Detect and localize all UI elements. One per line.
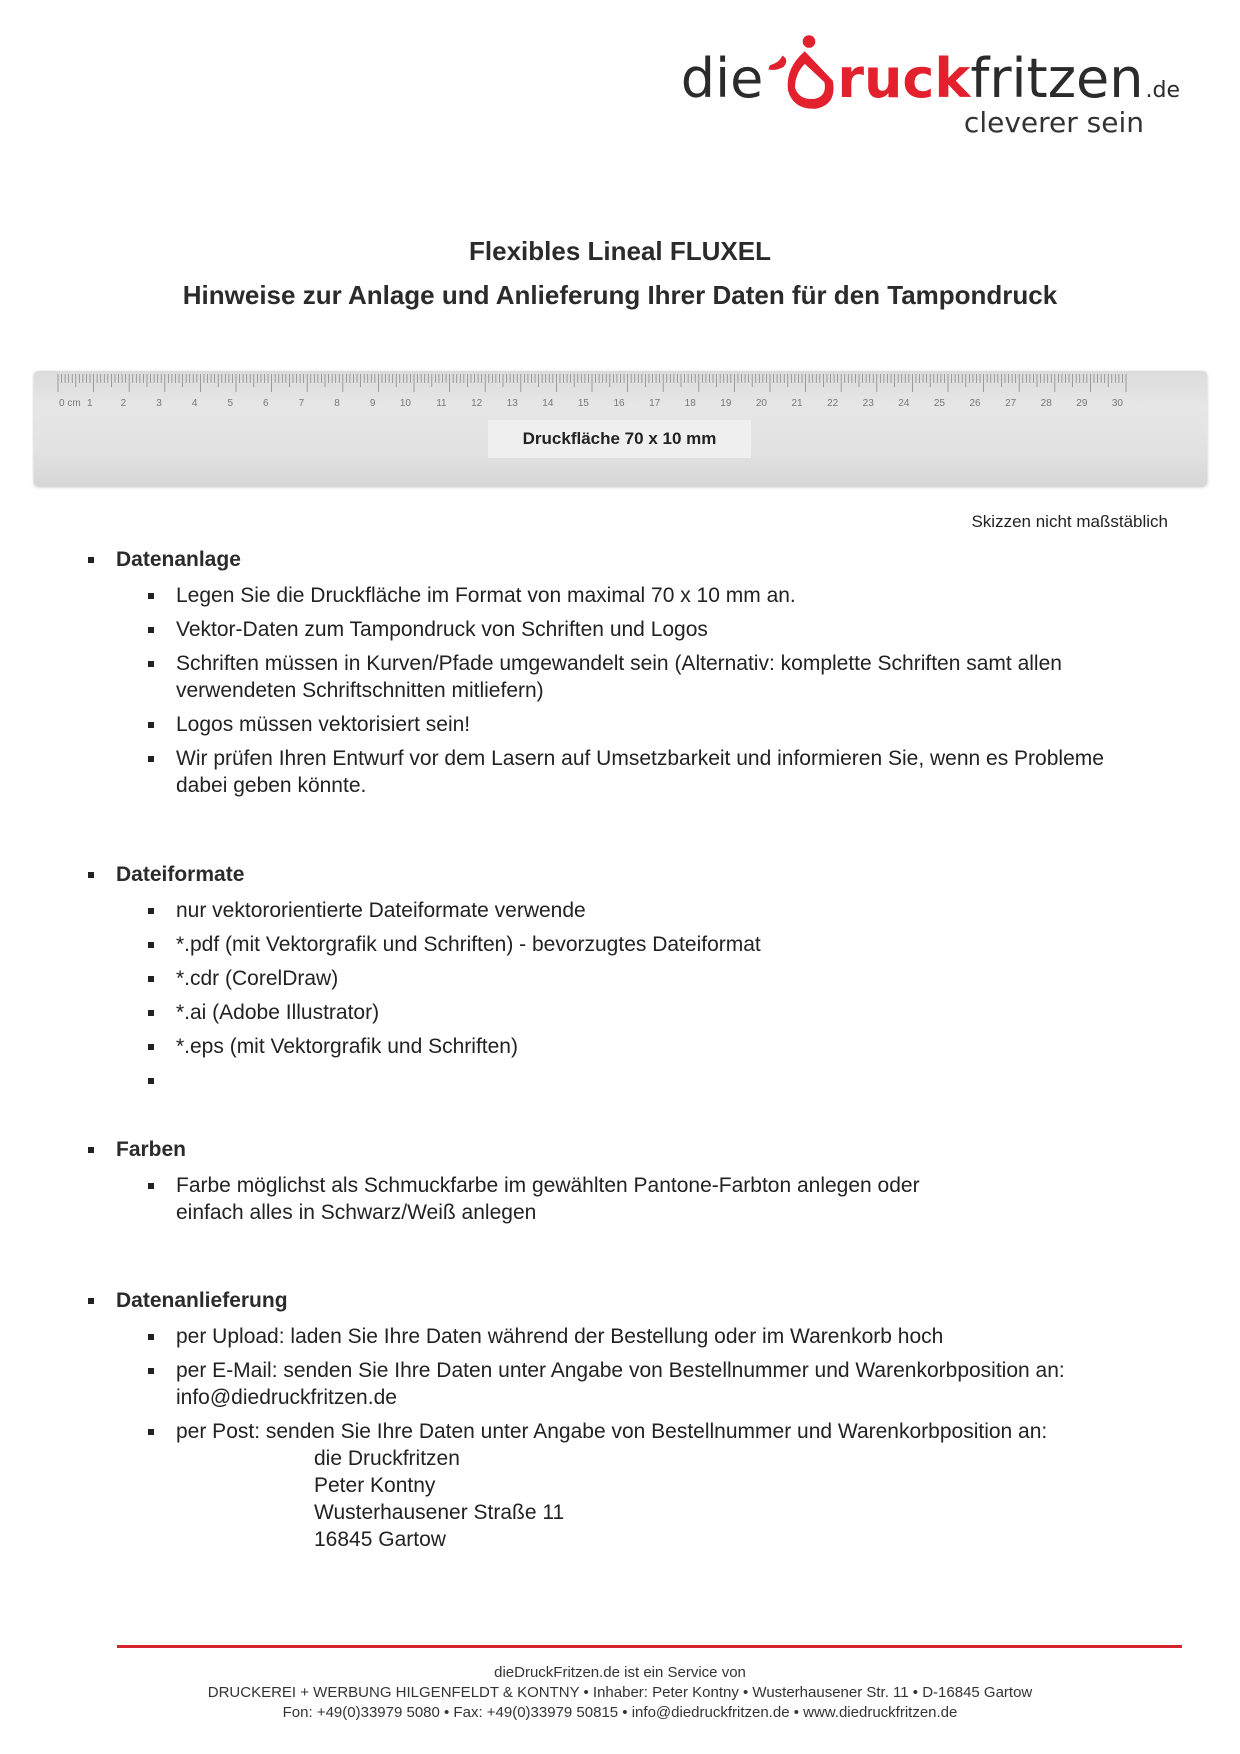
- ruler-scale: [54, 373, 1194, 413]
- ruler-tick-label: 19: [720, 398, 732, 409]
- section-heading: Datenanlieferung: [116, 1289, 288, 1312]
- bullet-icon: [148, 1010, 154, 1016]
- section-heading: Farben: [116, 1138, 187, 1161]
- list-item: Legen Sie die Druckfläche im Format von maximal 70 x 10 mm an.: [148, 582, 1168, 609]
- address-line: 16845 Gartow: [314, 1528, 446, 1551]
- logo-text-die: die: [680, 47, 764, 110]
- list-item: *.pdf (mit Vektorgrafik und Schriften) - bevorzugtes Dateiformat: [148, 931, 1168, 958]
- footer: [0, 1663, 1240, 1723]
- bullet-icon: [88, 557, 94, 563]
- logo-slogan-row: [620, 108, 1180, 137]
- ruler-tick-label: 11: [436, 398, 447, 409]
- logo-drop-d-icon: [767, 34, 837, 112]
- list-item: per Upload: laden Sie Ihre Daten während der Bestellung oder im Warenkorb hoch: [148, 1323, 1168, 1350]
- bullet-icon: [148, 627, 154, 633]
- list-item: Logos müssen vektorisiert sein!: [148, 711, 1168, 738]
- ruler-tick-label: 1: [87, 398, 93, 409]
- bullet-icon: [148, 756, 154, 762]
- address-line: Wusterhausener Straße 11: [314, 1501, 565, 1524]
- footer-company-line: DRUCKEREI + WERBUNG HILGENFELDT & KONTNY • Inhaber: Peter Kontny • Wusterhausener Str. 11 • D-16845 Gartow: [207, 1684, 1033, 1701]
- bullet-icon: [88, 1298, 94, 1304]
- bullet-icon: [148, 908, 154, 914]
- ruler-tick-label: 8: [334, 398, 340, 409]
- ruler-tick-label: 17: [649, 398, 661, 409]
- ruler-tick-label: 3: [156, 398, 162, 409]
- section-datenanlieferung: [88, 1286, 1168, 1553]
- ruler-tick-label: 7: [298, 398, 305, 409]
- print-area-label: Druckfläche 70 x 10 mm: [488, 420, 751, 458]
- ruler-unit-label: 0 cm: [59, 398, 81, 409]
- bullet-icon: [148, 942, 154, 948]
- ruler-tick-label: 4: [191, 398, 198, 409]
- logo-text-fritzen: fritzen: [970, 47, 1144, 110]
- list-item: Farbe möglichst als Schmuckfarbe im gewählten Pantone-Farbton anlegen oder einfach alles in Schwarz/Weiß anlegen: [148, 1172, 1168, 1226]
- footer-contact-line: Fon: +49(0)33979 5080 • Fax: +49(0)33979 50815 • info@diedruckfritzen.de • www.diedruckfritzen.de: [282, 1704, 958, 1721]
- bullet-icon: [148, 1429, 154, 1435]
- ruler-tick-label: 22: [827, 398, 839, 409]
- ruler-tick-label: 26: [969, 398, 981, 409]
- list-item: per E-Mail: senden Sie Ihre Daten unter Angabe von Bestellnummer und Warenkorbposition an: info@diedruckfritzen.de: [148, 1357, 1168, 1411]
- section-datenanlage: [88, 545, 1168, 799]
- logo-text-tld: .de: [1145, 78, 1180, 103]
- document-title: Flexibles Lineal FLUXEL: [469, 236, 771, 266]
- ruler-tick-label: 14: [542, 398, 554, 409]
- ruler-tick-label: 6: [263, 398, 269, 409]
- ruler-tick-label: 29: [1076, 398, 1088, 409]
- section-farben: [88, 1135, 1168, 1226]
- bullet-icon: [148, 722, 154, 728]
- logo-slogan: cleverer sein: [963, 106, 1144, 139]
- ruler-tick-label: 5: [227, 398, 233, 409]
- list-item: *.eps (mit Vektorgrafik und Schriften): [148, 1033, 1168, 1060]
- list-item-empty: [148, 1067, 1168, 1084]
- bullet-icon: [148, 976, 154, 982]
- list-item: Vektor-Daten zum Tampondruck von Schriften und Logos: [148, 616, 1168, 643]
- ruler-tick-label: 21: [791, 398, 803, 409]
- section-heading: Datenanlage: [116, 548, 241, 571]
- ruler-tick-label: 20: [755, 398, 767, 409]
- ruler-tick-label: 24: [898, 398, 910, 409]
- section-dateiformate: [88, 860, 1168, 1084]
- footer-divider: [117, 1645, 1182, 1648]
- bullet-icon: [88, 872, 94, 878]
- address-line: Peter Kontny: [314, 1474, 436, 1497]
- logo-text-ruck: ruck: [837, 47, 971, 110]
- list-item: Wir prüfen Ihren Entwurf vor dem Lasern auf Umsetzbarkeit und informieren Sie, wenn es Probleme dabei geben könnte.: [148, 745, 1168, 799]
- ruler-tick-label: 10: [399, 398, 411, 409]
- list-item: *.cdr (CorelDraw): [148, 965, 1168, 992]
- postal-address: [314, 1445, 1168, 1553]
- logo-wordmark: [620, 34, 1180, 110]
- document-subtitle: Hinweise zur Anlage und Anlieferung Ihrer Daten für den Tampondruck: [182, 280, 1058, 310]
- ruler-tick-label: 12: [471, 398, 483, 409]
- ruler-tick-label: 15: [577, 398, 589, 409]
- bullet-icon: [88, 1147, 94, 1153]
- section-heading: Dateiformate: [116, 863, 245, 886]
- bullet-icon: [148, 593, 154, 599]
- bullet-icon: [148, 1368, 154, 1374]
- scale-note: Skizzen nicht maßstäblich: [971, 512, 1168, 531]
- bullet-icon: [148, 1334, 154, 1340]
- list-item: per Post: senden Sie Ihre Daten unter Angabe von Bestellnummer und Warenkorbposition an:: [148, 1418, 1168, 1445]
- list-item: Schriften müssen in Kurven/Pfade umgewandelt sein (Alternativ: komplette Schriften samt allen verwendeten Schriftschnitten mitliefern): [148, 650, 1168, 704]
- list-item: *.ai (Adobe Illustrator): [148, 999, 1168, 1026]
- bullet-icon: [148, 1078, 154, 1084]
- bullet-icon: [148, 1044, 154, 1050]
- brand-logo: [620, 34, 1180, 137]
- ruler-tick-label: 16: [613, 398, 625, 409]
- address-line: die Druckfritzen: [314, 1447, 460, 1470]
- footer-service-line: dieDruckFritzen.de ist ein Service von: [494, 1664, 746, 1681]
- ruler-tick-label: 13: [506, 398, 518, 409]
- list-item: nur vektororientierte Dateiformate verwende: [148, 897, 1168, 924]
- ruler-tick-label: 28: [1040, 398, 1052, 409]
- ruler-tick-label: 2: [120, 398, 127, 409]
- ruler-tick-label: 9: [369, 398, 376, 409]
- ruler-tick-label: 18: [684, 398, 696, 409]
- ruler-tick-label: 23: [862, 398, 874, 409]
- ruler-tick-label: 27: [1005, 398, 1017, 409]
- bullet-icon: [148, 1183, 154, 1189]
- bullet-icon: [148, 661, 154, 667]
- ruler-tick-label: 25: [933, 398, 945, 409]
- ruler-tick-label: 30: [1111, 398, 1123, 409]
